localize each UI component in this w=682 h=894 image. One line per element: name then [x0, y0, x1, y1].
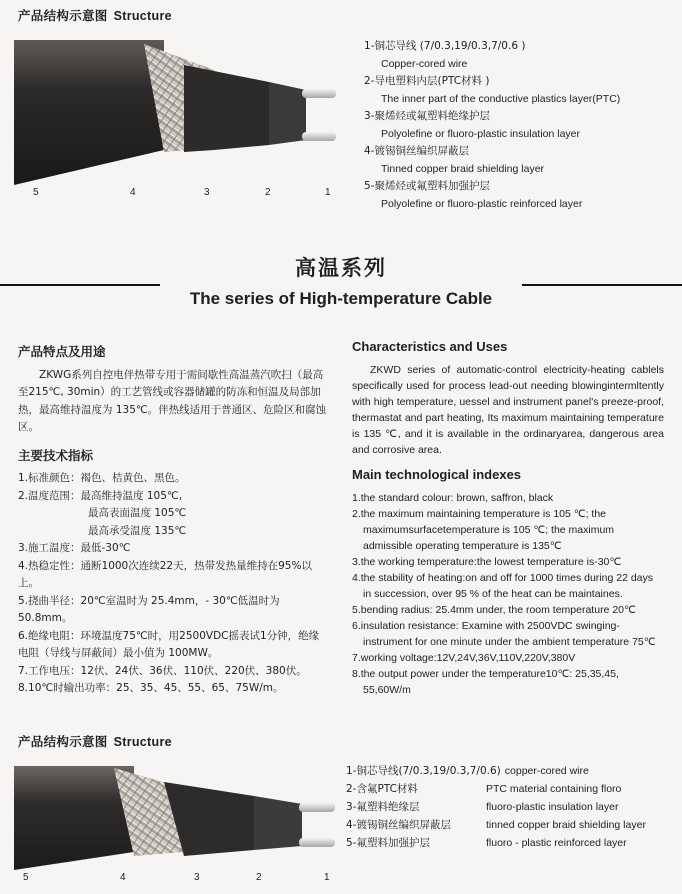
index-item: 1.the standard colour: brown, saffron, black: [352, 492, 554, 504]
top-legend-5-zh: 5-聚烯烃或氟塑料加强护层: [364, 180, 490, 192]
bottom-legend-2-zh: 2-含氟PTC材料: [346, 783, 418, 795]
spec-item: [18, 488, 328, 541]
index-item: 8.the output power under the temperature10℃: 25,35,45, 55,60W/m: [352, 668, 619, 696]
bottom-number-1: 1: [324, 872, 330, 883]
top-wire-upper: [302, 89, 336, 98]
bottom-legend-4-zh: 4-镀锡铜丝编织屏蔽层: [346, 819, 451, 831]
bottom-legend-3-en: fluoro-plastic insulation layer: [486, 801, 619, 813]
spec-item-cont: 最高承受温度 135℃: [88, 524, 187, 537]
title-rule-left: [0, 284, 160, 286]
bottom-legend-5-en: fluoro - plastic reinforced layer: [486, 837, 627, 849]
index-item: 3.the working temperature:the lowest temperature is-30℃: [352, 556, 622, 568]
top-legend-2-zh: 2-导电塑料内层(PTC材料 ): [364, 75, 490, 87]
left-column: [18, 343, 328, 698]
spec-item-text: 2.温度范围：最高维持温度 105℃,: [18, 489, 183, 502]
top-legend-3-en: Polyolefine or fluoro-plastic insulation layer: [381, 127, 581, 140]
bottom-legend-row: [346, 816, 646, 834]
top-outer-jacket: [14, 40, 164, 185]
bottom-legend-3-zh: 3-氟塑料绝缘层: [346, 801, 420, 813]
top-legend: [364, 38, 620, 213]
top-number-1: 1: [325, 187, 331, 198]
bottom-structure-heading-zh: 产品结构示意图: [18, 734, 108, 749]
spec-item: 8.10℃时输出功率：25、35、45、55、65、75W/m。: [18, 682, 284, 694]
bottom-legend-1-en: copper-cored wire: [504, 765, 589, 777]
spec-item: 6.绝缘电阻：环境温度75℃时，用2500VDC摇表试1分钟，绝缘电阻（导线与屏蔽间）最小值为 100MW。: [18, 629, 320, 659]
bottom-legend-4-en: tinned copper braid shielding layer: [486, 819, 646, 831]
spec-item: 1.标准颜色：褐色、桔黄色、黑色。: [18, 472, 186, 484]
top-number-4: 4: [130, 187, 136, 198]
spec-list: [18, 470, 328, 698]
index-item: 6.insulation resistance: Examine with 2500VDC swinging-instrument for one minute under the ambient temperature 75℃: [352, 620, 656, 648]
bottom-ptc-layer: [254, 796, 302, 850]
bottom-structure-heading-en: Structure: [113, 735, 172, 749]
bottom-legend-row: [346, 798, 646, 816]
bottom-legend-row: [346, 834, 646, 852]
index-item: 2.the maximum maintaining temperature is 105 ℃; the maximumsurfacetemperature is 105 ℃; the maximum admissible operating temperature is 135℃: [352, 508, 615, 552]
bottom-number-5: 5: [23, 872, 29, 883]
top-wire-lower: [302, 132, 336, 141]
title-rule-right: [522, 284, 682, 286]
spec-heading: 主要技术指标: [18, 447, 94, 463]
bottom-wire-upper: [299, 803, 335, 812]
top-legend-1-en: Copper-cored wire: [381, 57, 468, 70]
top-legend-1-zh: 1-铜芯导线 (7/0.3,19/0.3,7/0.6 ): [364, 40, 526, 52]
top-legend-4-en: Tinned copper braid shielding layer: [381, 162, 545, 175]
indexes-list: [352, 490, 664, 698]
bottom-number-3: 3: [194, 872, 200, 883]
bottom-legend-2-en: PTC material containing floro: [486, 783, 622, 795]
top-number-3: 3: [204, 187, 210, 198]
top-legend-5-en: Polyolefine or fluoro-plastic reinforced layer: [381, 197, 583, 210]
top-legend-2-en: The inner part of the conductive plastics layer(PTC): [381, 92, 621, 105]
features-heading: 产品特点及用途: [18, 344, 106, 359]
spec-item: 7.工作电压：12伏、24伏、36伏、110伏、220伏、380伏。: [18, 664, 307, 677]
spec-item: 5.挠曲半径：20℃室温时为 25.4mm，- 30℃低温时为50.8mm。: [18, 594, 280, 624]
top-cable-diagram: [14, 20, 346, 185]
bottom-wire-lower: [299, 838, 335, 847]
index-item: 4.the stability of heating:on and off for 1000 times during 22 days in succession, over 95 % of the heat can be maintaines.: [352, 572, 654, 600]
spec-item-cont: 最高表面温度 105℃: [88, 507, 187, 519]
bottom-cable-diagram: [14, 752, 346, 877]
top-legend-3-zh: 3-聚烯烃或氟塑料绝缘护层: [364, 110, 490, 122]
top-number-2: 2: [265, 187, 271, 198]
bottom-legend-5-zh: 5-氟塑料加强护层: [346, 837, 430, 849]
bottom-number-4: 4: [120, 872, 126, 883]
index-item: 5.bending radius: 25.4mm under, the room temperature 20℃: [352, 604, 636, 616]
series-title-zh: 高温系列: [295, 256, 387, 280]
bottom-number-2: 2: [256, 872, 262, 883]
top-insulation-layer: [184, 65, 269, 152]
bottom-legend-row: [346, 780, 646, 798]
indexes-heading: Main technological indexes: [352, 467, 522, 482]
top-structure-heading-zh: 产品结构示意图: [18, 8, 108, 23]
series-title-en: The series of High-temperature Cable: [189, 289, 493, 308]
top-ptc-layer: [269, 82, 306, 145]
right-column: [352, 339, 664, 698]
top-structure-heading-en: Structure: [113, 9, 172, 23]
bottom-structure-heading: [18, 732, 172, 750]
bottom-legend: [346, 762, 646, 852]
spec-item: 3.施工温度：最低-30℃: [18, 542, 131, 554]
spec-item: 4.热稳定性：通断1000次连续22天，热带发热量维持在95%以上。: [18, 559, 312, 589]
bottom-legend-1-zh: 1-铜芯导线(7/0.3,19/0.3,7/0.6): [346, 765, 501, 777]
characteristics-heading: Characteristics and Uses: [352, 339, 508, 354]
bottom-outer-jacket: [14, 766, 134, 870]
features-text: ZKWG系列自控电伴热带专用于需间歇性高温蒸汽吹扫（最高至215℃, 30min）的工艺管线或容器储罐的防冻和恒温及局部加热，最高维持温度为 135℃。伴热线适用于普通区、危险区和腐蚀区。: [18, 368, 327, 433]
top-legend-4-zh: 4-镀锡铜丝编织屏蔽层: [364, 145, 469, 157]
characteristics-text: ZKWD series of automatic-control electricity-heating cablels specifically used for process lead-out needing blowingintermltently with high temperature, uessel and instrument panel's preeze-proof, thermastat and part heating, Its maximum maintaining temperature is 135 ℃, and it is available in the ordinaryarea, dangerous area and corrosive area.: [352, 364, 664, 456]
bottom-legend-row: [346, 762, 646, 780]
index-item: 7.working voltage:12V,24V,36V,110V,220V,380V: [352, 652, 576, 664]
top-number-5: 5: [33, 187, 39, 198]
